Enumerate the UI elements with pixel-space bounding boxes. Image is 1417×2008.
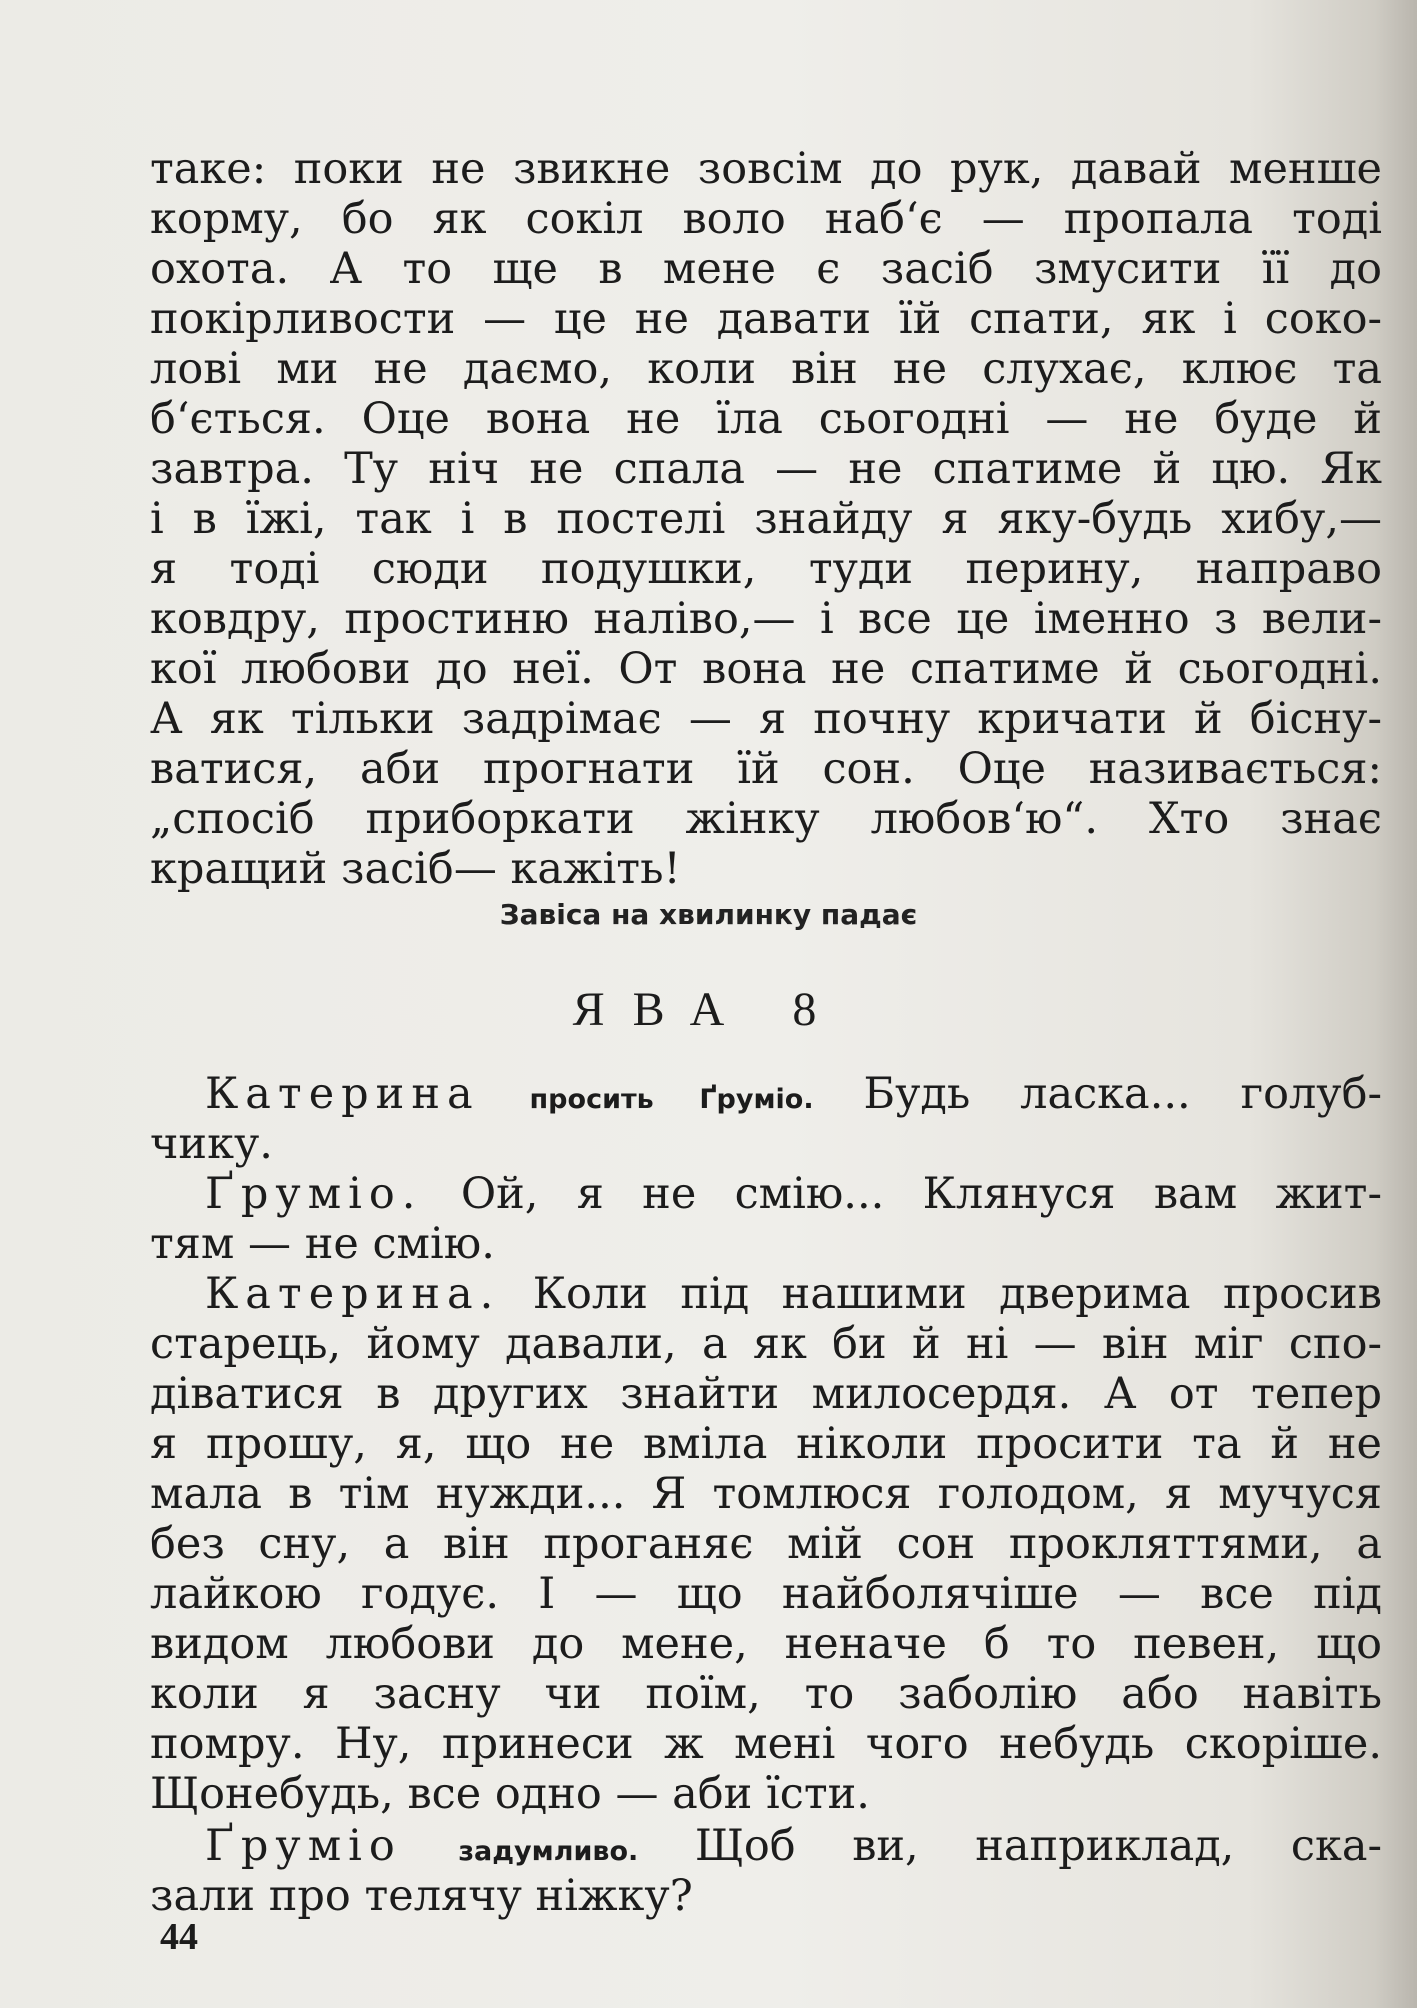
passage-line: покірливости — це не давати їй спати, як і соко- <box>150 294 1382 344</box>
passage-line: А як тільки задрімає — я почну кричати й бісну- <box>150 694 1382 744</box>
speech-line: без сну, а він проганяє мій сон прокляттями, а <box>150 1519 1382 1569</box>
speaker-name: Ґрумiо. <box>205 1169 423 1219</box>
speaker-name: Катерина <box>205 1069 480 1119</box>
passage-line: завтра. Ту ніч не спала — не спатиме й цю. Як <box>150 444 1382 494</box>
speech-line: діватися в других знайти милосердя. А от тепер <box>150 1369 1382 1419</box>
passage-line: охота. А то ще в мене є засіб змусити її до <box>150 244 1382 294</box>
passage-line: я тоді сюди подушки, туди перину, направо <box>150 544 1382 594</box>
speech-line: мала в тім нужди... Я томлюся голодом, я мучуся <box>150 1469 1382 1519</box>
speech-text: Щоб ви, наприклад, ска- <box>694 1821 1382 1871</box>
speech-line: лайкою годує. І — що найболячіше — все під <box>150 1569 1382 1619</box>
passage-line: лові ми не даємо, коли він не слухає, клює та <box>150 344 1382 394</box>
stage-direction-inline: просить Ґрумiо. <box>529 1084 814 1115</box>
speech-text: Будь ласка... голуб- <box>863 1069 1383 1119</box>
speech-line: видом любови до мене, неначе б то певен, що <box>150 1619 1382 1669</box>
speech-line <box>205 1070 1382 1118</box>
passage-line: кращий засіб— кажіть! <box>150 844 681 894</box>
speech-line: Щонебудь, все одно — аби їсти. <box>150 1769 870 1819</box>
passage-line: і в їжі, так і в постелі знайду я яку-будь хибу,— <box>150 494 1382 544</box>
speech-text: Ой, я не смію... Клянуся вам жит- <box>460 1169 1383 1219</box>
speech-line: я прошу, я, що не вміла ніколи просити та й не <box>150 1419 1382 1469</box>
speech-line: старець, йому давали, а як би й ні — він міг спо- <box>150 1319 1382 1369</box>
passage-line: ковдру, простиню наліво,— і все це іменно з вели- <box>150 594 1382 644</box>
scene-heading: ЯВА 8 <box>572 983 845 1036</box>
passage-line: таке: поки не звикне зовсім до рук, давай менше <box>150 144 1382 194</box>
speech-line: помру. Ну, принеси ж мені чого небудь скоріше. <box>150 1719 1382 1769</box>
speaker-name: Катерина. <box>205 1269 501 1319</box>
speech-line <box>205 1822 1382 1870</box>
passage-line: кої любови до неї. От вона не спатиме й сьогодні. <box>150 644 1382 694</box>
passage-line: „спосіб приборкати жінку любов‘ю“. Хто знає <box>150 794 1382 844</box>
speaker-name: Ґрумiо <box>205 1821 402 1871</box>
stage-direction: Завіса на хвилинку падає <box>499 898 918 931</box>
speech-line <box>205 1270 1382 1318</box>
speech-line <box>205 1170 1382 1218</box>
passage-line: б‘ється. Оце вона не їла сьогодні — не буде й <box>150 394 1382 444</box>
speech-line: коли я засну чи поїм, то заболію або навіть <box>150 1669 1382 1719</box>
speech-text: Коли під нашими дверима просив <box>532 1269 1382 1319</box>
speech-line: зали про телячу ніжку? <box>150 1871 693 1921</box>
speech-line: тям — не смію. <box>150 1219 495 1269</box>
passage-line: корму, бо як сокіл воло наб‘є — пропала тоді <box>150 194 1382 244</box>
page-number: 44 <box>160 1916 198 1958</box>
passage-line: ватися, аби прогнати їй сон. Оце називається: <box>150 744 1382 794</box>
speech-line: чику. <box>150 1119 273 1169</box>
stage-direction-inline: задумливо. <box>458 1836 639 1867</box>
